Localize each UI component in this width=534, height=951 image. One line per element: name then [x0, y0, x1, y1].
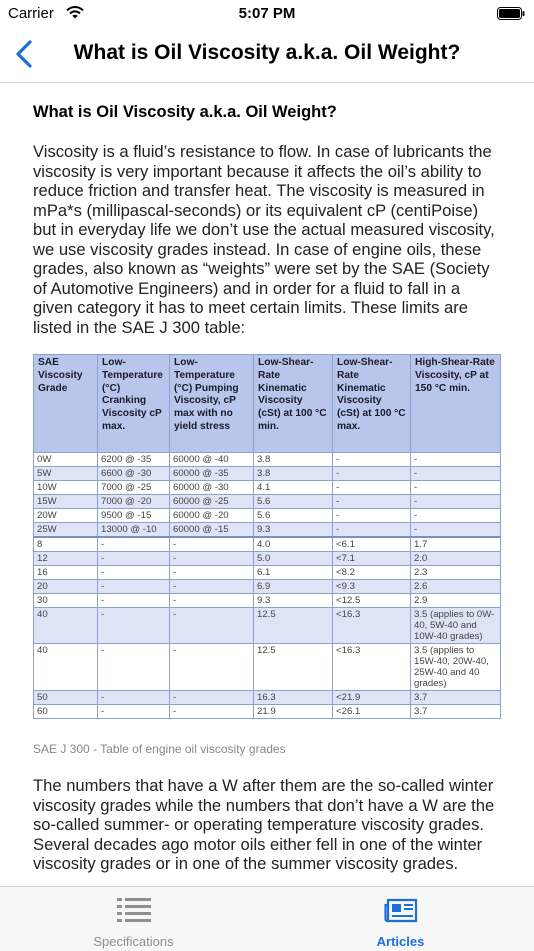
table-cell: 9.3	[254, 594, 333, 608]
table-cell: 6.1	[254, 566, 333, 580]
table-cell: 1.7	[411, 537, 501, 552]
table-cell: 60000 @ -30	[170, 481, 254, 495]
table-caption: SAE J 300 - Table of engine oil viscosity grades	[33, 742, 286, 756]
table-cell: 6600 @ -30	[98, 467, 170, 481]
table-cell: -	[170, 691, 254, 705]
table-cell: 20	[34, 580, 98, 594]
table-cell: 12	[34, 552, 98, 566]
table-cell: -	[98, 644, 170, 691]
table-cell: 60000 @ -40	[170, 453, 254, 467]
table-cell: <6.1	[333, 537, 411, 552]
table-cell: -	[170, 644, 254, 691]
table-cell: -	[98, 566, 170, 580]
table-cell: -	[333, 453, 411, 467]
table-cell: -	[170, 566, 254, 580]
table-cell: <16.3	[333, 644, 411, 691]
table-header-cell: Low-Shear-Rate Kinematic Viscosity (cSt) at 100 °C max.	[333, 355, 411, 453]
table-header-cell: SAE Viscosity Grade	[34, 355, 98, 453]
table-cell: 12.5	[254, 608, 333, 644]
table-cell: 3.8	[254, 453, 333, 467]
table-cell: 8	[34, 537, 98, 552]
table-cell: -	[333, 467, 411, 481]
table-cell: <21.9	[333, 691, 411, 705]
table-cell: 13000 @ -10	[98, 523, 170, 538]
table-cell: 2.9	[411, 594, 501, 608]
table-cell: -	[98, 594, 170, 608]
table-cell: <16.3	[333, 608, 411, 644]
tab-label: Specifications	[93, 934, 174, 949]
article-paragraph: Viscosity is a fluid’s resistance to flow. In case of lubricants the viscosity is very important because it affects the oil’s ability to reduce friction and transfer heat. The viscosity is measured in mPa*s (millipascal-seconds) or its equivalent cP (centiPoise) but in everyday life we don’t use the actual measured viscosity, we use viscosity grades instead. In case of engine oils, these grades, also known as “weights” were set by the SAE (Society of Automotive Engineers) and in order for a fluid to fall in a given category it has to meet certain limits. These limits are listed in the SAE J 300 table:	[33, 142, 495, 337]
table-cell: -	[170, 580, 254, 594]
table-row	[34, 580, 501, 594]
table-cell: 9.3	[254, 523, 333, 538]
table-cell: -	[170, 608, 254, 644]
table-cell: -	[333, 523, 411, 538]
tab-label: Articles	[376, 934, 425, 949]
table-cell: 2.0	[411, 552, 501, 566]
table-cell: -	[411, 467, 501, 481]
table-row	[34, 691, 501, 705]
table-cell: 16.3	[254, 691, 333, 705]
table-cell: 0W	[34, 453, 98, 467]
table-cell: -	[411, 453, 501, 467]
table-cell: 6200 @ -35	[98, 453, 170, 467]
table-header-cell: Low-Temperature (°C) Cranking Viscosity cP max.	[98, 355, 170, 453]
table-row	[34, 537, 501, 552]
table-cell: 4.0	[254, 537, 333, 552]
table-row	[34, 644, 501, 691]
table-cell: 20W	[34, 509, 98, 523]
table-cell: 7000 @ -20	[98, 495, 170, 509]
article-scroll-view[interactable]	[0, 83, 534, 886]
table-header-cell: Low-Shear-Rate Kinematic Viscosity (cSt) at 100 °C min.	[254, 355, 333, 453]
table-cell: 15W	[34, 495, 98, 509]
table-cell: 12.5	[254, 644, 333, 691]
carrier-label: Carrier	[8, 5, 54, 22]
table-cell: <9.3	[333, 580, 411, 594]
nav-title: What is Oil Viscosity a.k.a. Oil Weight?	[73, 41, 461, 64]
table-cell: -	[170, 594, 254, 608]
list-icon	[0, 897, 267, 929]
table-row	[34, 705, 501, 719]
viscosity-grades-table	[33, 354, 501, 719]
tab-articles[interactable]	[267, 887, 534, 951]
newspaper-icon	[267, 897, 534, 929]
table-row	[34, 495, 501, 509]
table-row	[34, 608, 501, 644]
table-cell: 16	[34, 566, 98, 580]
table-cell: 60000 @ -20	[170, 509, 254, 523]
table-cell: 60	[34, 705, 98, 719]
table-row	[34, 552, 501, 566]
table-cell: 9500 @ -15	[98, 509, 170, 523]
table-row	[34, 453, 501, 467]
table-cell: 40	[34, 608, 98, 644]
table-cell: <26.1	[333, 705, 411, 719]
table-cell: 5W	[34, 467, 98, 481]
table-cell: 5.6	[254, 495, 333, 509]
tab-specifications[interactable]	[0, 887, 267, 951]
table-cell: 3.5 (applies to 0W-40, 5W-40 and 10W-40 grades)	[411, 608, 501, 644]
table-cell: -	[411, 481, 501, 495]
table-row	[34, 523, 501, 538]
table-cell: -	[98, 705, 170, 719]
tab-bar	[0, 886, 534, 951]
table-cell: -	[411, 495, 501, 509]
table-cell: -	[170, 537, 254, 552]
table-cell: -	[98, 608, 170, 644]
table-row	[34, 481, 501, 495]
article-heading: What is Oil Viscosity a.k.a. Oil Weight?	[33, 103, 337, 121]
table-cell: -	[411, 509, 501, 523]
table-row	[34, 509, 501, 523]
table-cell: 2.3	[411, 566, 501, 580]
table-cell: <7.1	[333, 552, 411, 566]
table-cell: 5.6	[254, 509, 333, 523]
table-cell: 3.7	[411, 705, 501, 719]
table-cell: 3.8	[254, 467, 333, 481]
table-cell: 10W	[34, 481, 98, 495]
table-cell: 7000 @ -25	[98, 481, 170, 495]
status-time: 5:07 PM	[238, 5, 296, 22]
table-cell: 21.9	[254, 705, 333, 719]
table-cell: 3.7	[411, 691, 501, 705]
table-cell: 60000 @ -35	[170, 467, 254, 481]
table-cell: -	[411, 523, 501, 538]
table-cell: -	[98, 691, 170, 705]
table-cell: -	[98, 580, 170, 594]
table-header-cell: High-Shear-Rate Viscosity, cP at 150 °C min.	[411, 355, 501, 453]
table-row	[34, 566, 501, 580]
table-cell: -	[333, 481, 411, 495]
table-cell: -	[170, 705, 254, 719]
table-cell: 30	[34, 594, 98, 608]
table-cell: 40	[34, 644, 98, 691]
table-cell: 60000 @ -15	[170, 523, 254, 538]
table-cell: 4.1	[254, 481, 333, 495]
navigation-bar	[0, 28, 534, 83]
battery-icon	[497, 7, 525, 25]
table-cell: 3.5 (applies to 15W-40, 20W-40, 25W-40 and 40 grades)	[411, 644, 501, 691]
table-cell: -	[333, 509, 411, 523]
status-bar	[0, 0, 534, 28]
table-cell: -	[333, 495, 411, 509]
table-cell: 2.6	[411, 580, 501, 594]
table-row	[34, 594, 501, 608]
table-cell: 6.9	[254, 580, 333, 594]
table-cell: -	[98, 552, 170, 566]
table-row	[34, 467, 501, 481]
table-cell: 50	[34, 691, 98, 705]
table-cell: 5.0	[254, 552, 333, 566]
table-header-row	[34, 355, 501, 453]
table-cell: 60000 @ -25	[170, 495, 254, 509]
table-cell: -	[170, 552, 254, 566]
table-cell: 25W	[34, 523, 98, 538]
table-cell: <8.2	[333, 566, 411, 580]
table-cell: -	[98, 537, 170, 552]
table-header-cell: Low-Temperature (°C) Pumping Viscosity, cP max with no yield stress	[170, 355, 254, 453]
table-cell: <12.5	[333, 594, 411, 608]
article-paragraph: The numbers that have a W after them are the so-called winter viscosity grades while the numbers that don’t have a W are the so-called summer- or operating temperature viscosity grades. Several decades ago motor oils either fell in one of the winter viscosity grades or in one of the summer viscosity grades.	[33, 776, 495, 873]
